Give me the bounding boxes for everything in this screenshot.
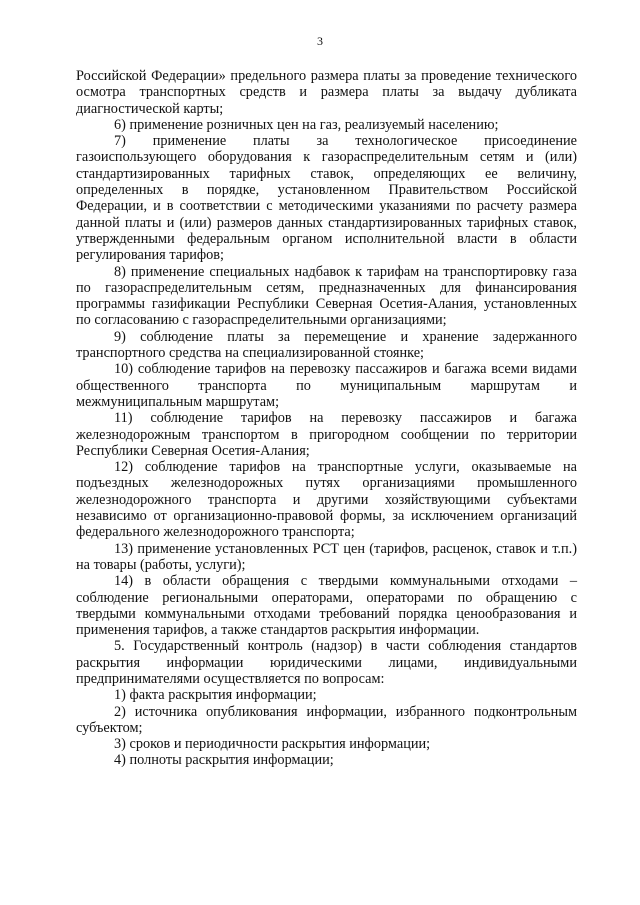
page-number: 3 <box>317 34 323 48</box>
paragraph-item-9: 9) соблюдение платы за перемещение и хранение задержанного транспортного средства на специализированной стоянке; <box>76 328 577 362</box>
paragraph-section-5: 5. Государственный контроль (надзор) в части соблюдения стандартов раскрытия информации юридическими лицами, индивидуальными предпринимателями осуществляется по вопросам: <box>76 638 577 687</box>
document-body <box>76 68 577 769</box>
paragraph-subitem-1: 1) факта раскрытия информации; <box>114 687 317 704</box>
paragraph-item-11: 11) соблюдение тарифов на перевозку пассажиров и багажа железнодорожным транспортом в пригородном сообщении по территории Республики Северная Осетия-Алания; <box>76 410 577 459</box>
paragraph-item-12: 12) соблюдение тарифов на транспортные услуги, оказываемые на подъездных железнодорожных путях организациями промышленного железнодорожного транспорта и другими хозяйствующими субъектами независимо от организационно-правовой формы, за исключением организаций федерального железнодорожного транспорта; <box>76 459 577 541</box>
paragraph-item-10: 10) соблюдение тарифов на перевозку пассажиров и багажа всеми видами общественного транспорта по муниципальным маршрутам и межмуниципальным маршрутам; <box>76 361 577 410</box>
paragraph-item-14: 14) в области обращения с твердыми коммунальными отходами – соблюдение региональными операторами, операторами по обращению с твердыми коммунальными отходами требований порядка ценообразования и применения тарифов, а также стандартов раскрытия информации. <box>76 573 577 639</box>
paragraph-item-13: 13) применение установленных РСТ цен (тарифов, расценок, ставок и т.п.) на товары (работы, услуги); <box>76 540 577 573</box>
paragraph-continuation: Российской Федерации» предельного размера платы за проведение технического осмотра транспортных средств и размера платы за выдачу дубликата диагностической карты; <box>76 68 577 117</box>
paragraph-subitem-2: 2) источника опубликования информации, избранного подконтрольным субъектом; <box>76 703 577 736</box>
paragraph-subitem-3: 3) сроков и периодичности раскрытия информации; <box>114 736 431 753</box>
paragraph-item-8: 8) применение специальных надбавок к тарифам на транспортировку газа по газораспределительным сетям, предназначенных для финансирования программы газификации Республики Северная Осетия-Алания, установленных по согласованию с газораспределительными организациями; <box>76 263 577 329</box>
paragraph-item-7: 7) применение платы за технологическое присоединение газоиспользующего оборудования к газораспределительным сетям и (или) стандартизированных тарифных ставок, определяющих ее величину, определенных в порядке, установленном Правительством Российской Федерации, и в соответствии с методическими указаниями по расчету размера данной платы и (или) размеров данных стандартизированных тарифных ставок, утвержденными федеральным органом исполнительной власти в области регулирования тарифов; <box>76 133 577 264</box>
paragraph-subitem-4: 4) полноты раскрытия информации; <box>114 752 334 769</box>
paragraph-item-6: 6) применение розничных цен на газ, реализуемый населению; <box>114 116 499 133</box>
